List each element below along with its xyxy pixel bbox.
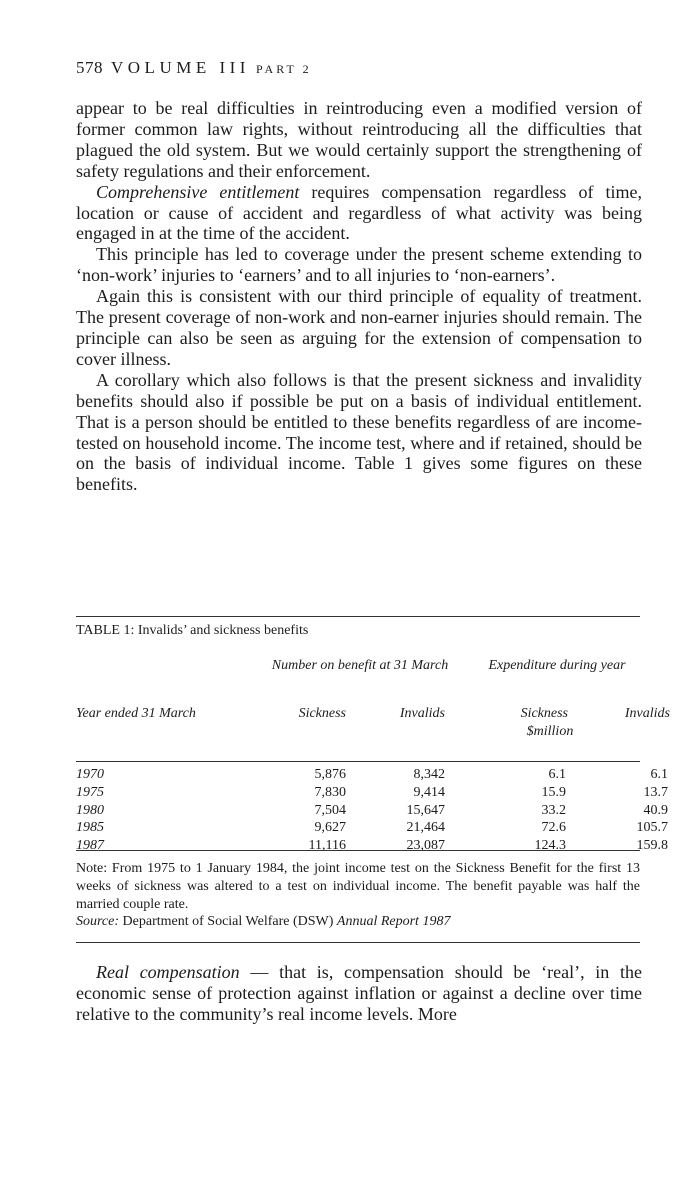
source-publication: Annual Report 1987: [336, 914, 451, 929]
header-sickness-expenditure: Sickness: [520, 706, 568, 721]
cell-year: 1970: [76, 767, 104, 782]
header-invalids-expenditure: Invalids: [624, 706, 670, 721]
cell-sickness-number: 7,830: [314, 784, 346, 800]
header-sickness-number: Sickness: [298, 706, 346, 721]
cell-sickness-number: 11,116: [308, 838, 346, 854]
cell-invalids-number: 15,647: [406, 802, 445, 818]
part-label: PART 2: [255, 62, 312, 76]
cell-sickness-expenditure: 124.3: [534, 838, 566, 854]
paragraph-equality: Again this is consistent with our third principle of equality of treatment. The present coverage of non-work and non-earner injuries should remain. The principle can also be seen as arguing for the extension of compensation to cover illness.: [76, 286, 642, 369]
table-top-rule: [76, 616, 640, 617]
body-text-top: [76, 98, 642, 495]
cell-sickness-number: 9,627: [314, 820, 346, 836]
cell-sickness-expenditure: 33.2: [541, 802, 566, 818]
cell-year: 1985: [76, 820, 104, 836]
cell-year: 1980: [76, 802, 104, 818]
cell-year: 1975: [76, 784, 104, 800]
paragraph-real-compensation: [76, 962, 642, 1025]
cell-invalids-number: 23,087: [406, 838, 445, 854]
cell-sickness-number: 7,504: [314, 802, 346, 818]
table-source: [76, 914, 450, 930]
volume-label: VOLUME III: [111, 58, 250, 77]
paragraph-corollary: A corollary which also follows is that the present sickness and invalidity benefits should also if possible be put on a basis of individual entitlement. That is a person should be entitled to these benefits regardless of are income-tested on household income. The income test, where and if retained, should be on the basis of individual income. Table 1 gives some figures on these benefits.: [76, 369, 642, 495]
cell-sickness-number: 5,876: [314, 767, 346, 782]
header-expenditure: Expenditure during year: [488, 658, 626, 673]
table-header-rule: [76, 761, 640, 762]
header-invalids-number: Invalids: [399, 706, 445, 721]
cell-invalids-expenditure: 105.7: [636, 820, 668, 836]
paragraph-comprehensive-entitlement: [76, 182, 642, 245]
cell-invalids-number: 8,342: [413, 767, 445, 782]
table-bottom-rule: [76, 942, 640, 943]
paragraph-continued: appear to be real difficulties in reintroducing even a modified version of former common law rights, without reintroducing all the difficulties that plagued the old system. But we would certainly support the strengthening of safety regulations and their enforcement.: [76, 98, 642, 181]
page-number: 578: [76, 58, 103, 77]
table-body-rule: [76, 850, 640, 851]
cell-invalids-number: 9,414: [413, 784, 445, 800]
cell-invalids-expenditure: 40.9: [643, 802, 668, 818]
cell-invalids-expenditure: 13.7: [643, 784, 668, 800]
cell-invalids-expenditure: 6.1: [650, 767, 668, 782]
table-note: Note: From 1975 to 1 January 1984, the joint income test on the Sickness Benefit for the first 13 weeks of sickness was altered to a test on individual income. The benefit payable was half the married couple rate.: [76, 861, 640, 912]
cell-year: 1987: [76, 838, 104, 854]
cell-sickness-expenditure: 72.6: [541, 820, 566, 836]
source-text: Department of Social Welfare (DSW): [119, 914, 337, 929]
header-unit: $million: [526, 724, 574, 739]
source-label: Source:: [76, 914, 120, 929]
term-comprehensive-entitlement: Comprehensive entitlement: [96, 181, 300, 202]
paragraph-principle-coverage: This principle has led to coverage under the present scheme extending to ‘non-work’ injuries to ‘earners’ and to all injuries to ‘non-earners’.: [76, 244, 642, 286]
header-number-on-benefit: Number on benefit at 31 March: [271, 658, 449, 673]
header-year: Year ended 31 March: [76, 706, 196, 721]
cell-sickness-expenditure: 6.1: [548, 767, 566, 782]
cell-invalids-expenditure: 159.8: [636, 838, 668, 854]
paragraph-text: — that is, compensation should be ‘real’, in the economic sense of protection against inflation or against a decline over time relative to the community’s real income levels. More: [76, 962, 642, 1024]
term-real-compensation: Real compensation: [96, 962, 240, 982]
running-head: [76, 58, 312, 78]
table-title: TABLE 1: Invalids’ and sickness benefits: [76, 623, 309, 638]
cell-invalids-number: 21,464: [406, 820, 445, 836]
cell-sickness-expenditure: 15.9: [541, 784, 566, 800]
body-text-bottom: [76, 962, 642, 1025]
paragraph-text: requires compensation regardless of time, location or cause of accident and regardless of what activity was being engaged in at the time of the accident.: [76, 181, 643, 244]
